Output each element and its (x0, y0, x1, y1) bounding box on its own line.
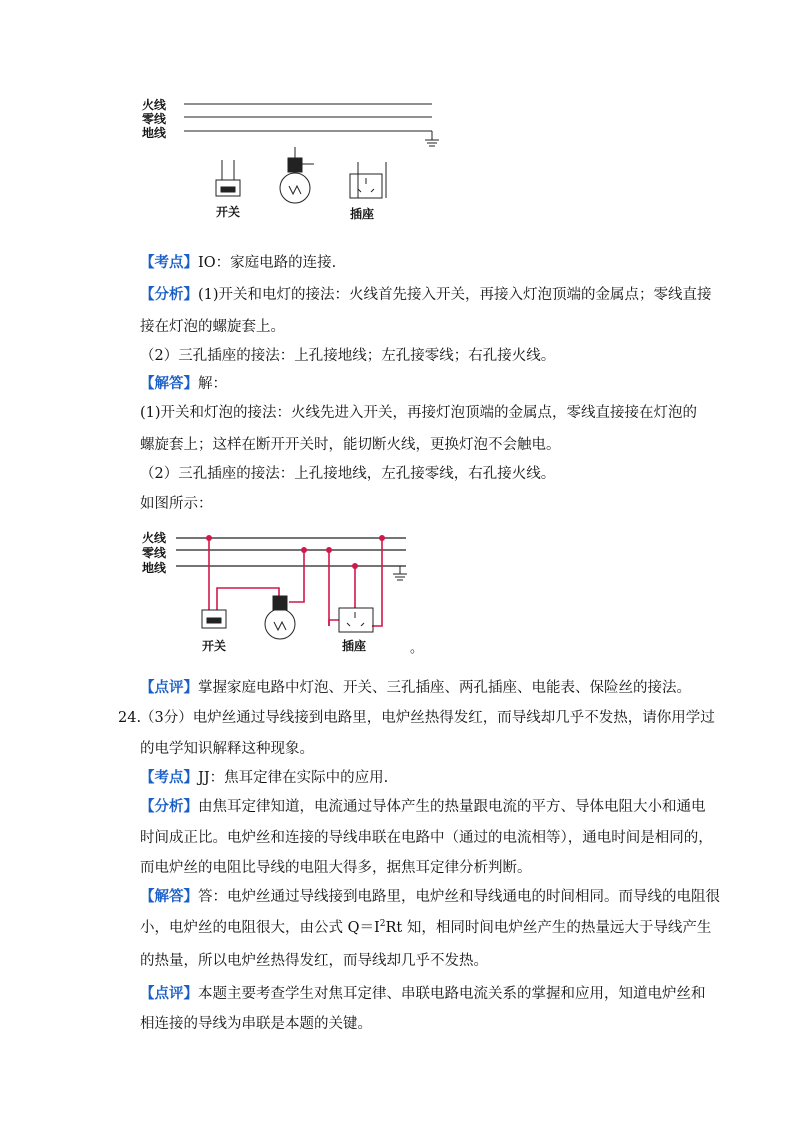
bulb-symbol (280, 147, 314, 203)
fenxi-2-line2: 时间成正比。电炉丝和连接的导线串联在电路中（通过的电流相等），通电时间是相同的， (140, 830, 713, 846)
ground-symbol (393, 566, 407, 580)
figure-period: 。 (410, 641, 424, 656)
fenxi-1-line3: （2）三孔插座的接法：上孔接地线；左孔接零线；右孔接火线。 (140, 348, 556, 364)
neutral-wire-label: 零线 (142, 112, 167, 126)
ground-wire-label: 地线 (142, 126, 167, 140)
jieda-1-line1: (1)开关和灯泡的接法：火线先进入开关，再接灯泡顶端的金属点，零线直接接在灯泡的 (140, 405, 698, 421)
junction-dots (206, 535, 385, 569)
jieda-1-line4: 如图所示： (140, 496, 213, 512)
red-connection-wires (209, 538, 382, 626)
fenxi-1-line2: 接在灯泡的螺旋套上。 (140, 319, 285, 335)
fenxi-1-line1: 【分析】(1)开关和电灯的接法：火线首先接入开关，再接入灯泡顶端的金属点；零线直接 (140, 286, 712, 303)
jieda-1-line3: （2）三孔插座的接法：上孔接地线，左孔接零线，右孔接火线。 (140, 466, 556, 482)
question-24-line2: 的电学知识解释这种现象。 (140, 741, 314, 757)
dianping-2-line1: 【点评】本题主要考查学生对焦耳定律、串联电路电流关系的掌握和应用，知道电炉丝和 (140, 985, 706, 1002)
circuit-figure-unwired (138, 92, 448, 227)
dianping-2-line2: 相连接的导线为串联是本题的关键。 (140, 1016, 372, 1032)
switch-label: 开关 (202, 639, 227, 653)
switch-symbol (202, 610, 226, 628)
live-wire-label: 火线 (142, 531, 167, 545)
socket-symbol (339, 608, 373, 632)
neutral-wire-label: 零线 (142, 546, 167, 560)
jieda-2-line3: 的热量，所以电炉丝热得发红，而导线却几乎不发热。 (140, 953, 488, 969)
socket-label: 插座 (342, 639, 367, 653)
fenxi-2-line3: 而电炉丝的电阻比导线的电阻大得多，据焦耳定律分析判断。 (140, 860, 532, 876)
socket-symbol (350, 162, 386, 198)
kaodian-2: 【考点】JJ：焦耳定律在实际中的应用. (140, 769, 389, 786)
switch-symbol (216, 160, 240, 196)
jieda-2-line2: 小，电炉丝的电阻很大，由公式 $Q=I^2Rt$ 知，相同时间电炉丝产生的热量远大于导线产生 (140, 919, 712, 936)
question-number: 24. (118, 710, 142, 726)
jieda-1-line2: 螺旋套上；这样在断开开关时，能切断火线，更换灯泡不会触电。 (140, 437, 561, 453)
question-24-line1: （3分）电炉丝通过导线接到电路里，电炉丝热得发红，而导线却几乎不发热，请你用学过 (140, 710, 715, 726)
ground-wire-label: 地线 (142, 561, 167, 575)
kaodian-1: 【考点】IO：家庭电路的连接. (140, 254, 337, 271)
ground-symbol (425, 131, 439, 146)
switch-label: 开关 (216, 205, 241, 219)
jieda-1: 【解答】解： (140, 375, 227, 392)
live-wire-label: 火线 (142, 98, 167, 112)
circuit-figure-wired (138, 526, 448, 661)
socket-label: 插座 (350, 207, 375, 221)
jieda-2-line1: 【解答】答：电炉丝通过导线接到电路里，电炉丝和导线通电的时间相同。而导线的电阻很 (140, 888, 720, 905)
fenxi-2-line1: 【分析】由焦耳定律知道，电流通过导体产生的热量跟电流的平方、导体电阻大小和通电 (140, 798, 706, 815)
dianping-1: 【点评】掌握家庭电路中灯泡、开关、三孔插座、两孔插座、电能表、保险丝的接法。 (140, 679, 691, 696)
